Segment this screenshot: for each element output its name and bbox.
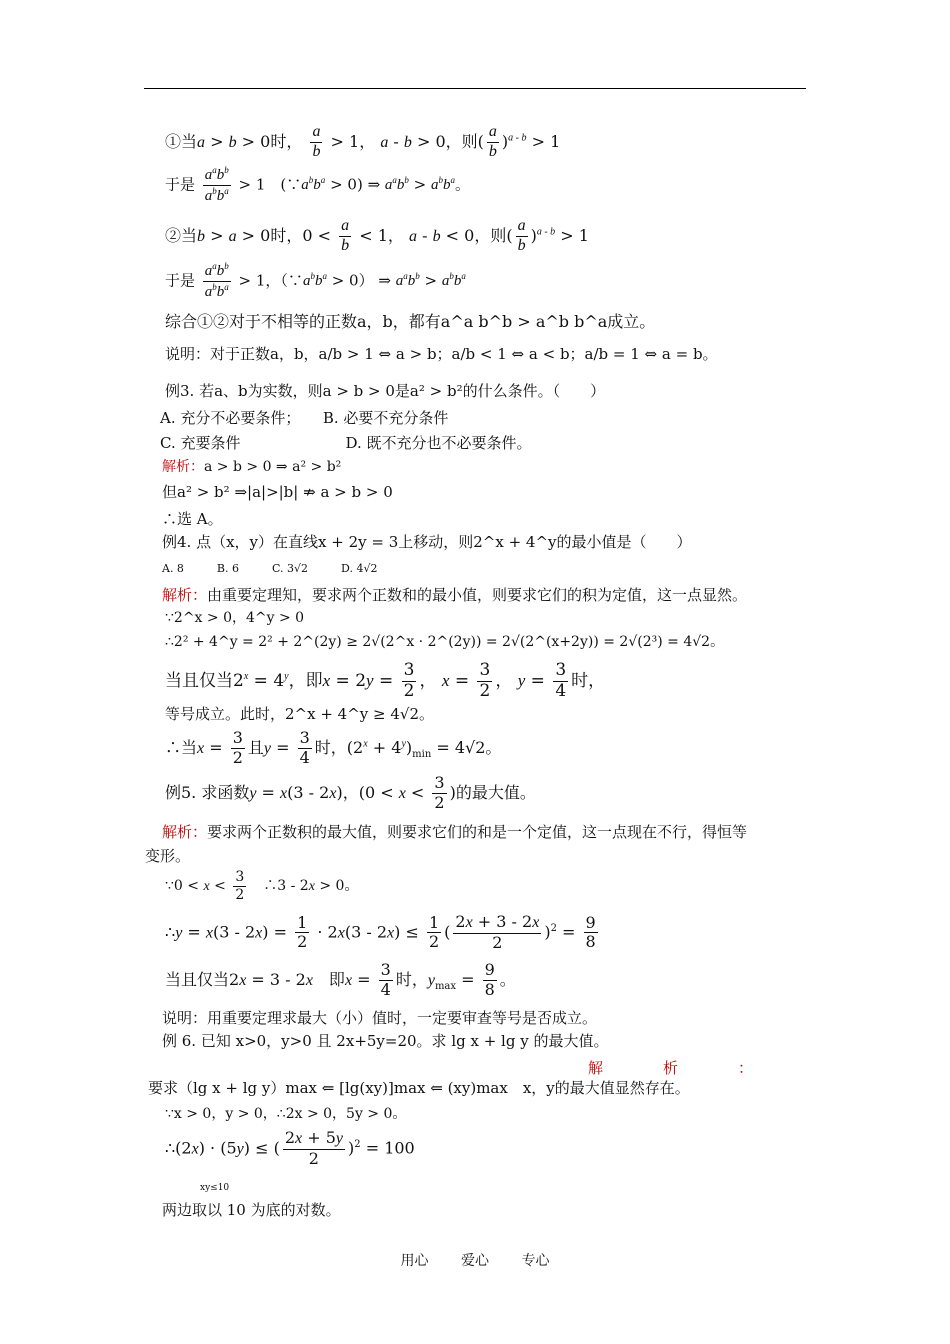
- example-3-title: 例3. 若a、b为实数，则a > b > 0是a² > b²的什么条件。（ ）: [165, 382, 606, 400]
- text-line: 于是 $\frac{a^ab^b}{a^bb^a}$ > 1 $(\because a^bb^a > 0)$ ⇒ $a^ab^b > a^bb^a$。: [165, 165, 471, 204]
- text-line: ∴2² + 4^y = 2² + 2^(2y) ≥ 2√(2^x · 2^(2y)) = 2√(2^(x+2y)) = 2√(2³) = 4√2。: [165, 634, 725, 650]
- option-line: A. 充分不必要条件； B. 必要不充分条件: [160, 409, 449, 427]
- text-line: 当且仅当2x = 3 - 2x 即x = $\frac{3}{4}$ 时，$y_{max}$ = $\frac{9}{8}$ 。: [165, 960, 516, 999]
- text-line: xy≤10: [200, 1183, 230, 1193]
- example-4-title: 例4. 点（x，y）在直线x + 2y = 3上移动，则2^x + 4^y的最小值是（ ）: [162, 533, 692, 551]
- option-line: C. 充要条件 D. 既不充分也不必要条件。: [160, 434, 532, 452]
- header-rule: [144, 88, 806, 89]
- text-line: ∴(2x) · (5y) ≤ ( $\frac{2x + 5y}{2}$ )$^2$ = 100: [165, 1128, 415, 1168]
- text-line: 说明：用重要定理求最大（小）值时，一定要审查等号是否成立。: [162, 1009, 598, 1027]
- text-line: 当且仅当$2^x = 4^y$，即x = 2y = $\frac{3}{2}$ ， x = $\frac{3}{2}$ ， y = $\frac{3}{4}$ 时，: [165, 660, 606, 701]
- analysis-line: 解析：a > b > 0 ⇒ a² > b²: [162, 459, 342, 475]
- text-line: ①当a > b > 0时， $\frac{a}{b}$ > 1， a - b > 0，则( $\frac{a}{b}$ )$^{a - b}$ > 1: [165, 123, 561, 160]
- option-line: A. 8 B. 6 C. 3√2 D. 4√2: [162, 562, 378, 575]
- text-line: ∵2^x > 0，4^y > 0: [165, 610, 305, 626]
- footer-item: 用心: [400, 1253, 429, 1269]
- example-6-title: 例 6. 已知 x>0，y>0 且 2x+5y=20。求 lg x + lg y 的最大值。: [162, 1032, 609, 1050]
- analysis-label: 解析：: [162, 459, 204, 475]
- analysis-line: 解析：要求两个正数积的最大值，则要求它们的和是一个定值，这一点现在不行，得恒等: [162, 823, 748, 841]
- text-line: 综合①②对于不相等的正数a，b，都有a^a b^b > a^b b^a成立。: [165, 312, 656, 331]
- footer: [0, 1250, 950, 1270]
- text-line: ∴选 A。: [162, 510, 223, 528]
- analysis-label: 解 析 ：: [588, 1059, 754, 1077]
- text-line: 两边取以 10 为底的对数。: [162, 1201, 341, 1219]
- text-line: 于是 $\frac{a^ab^b}{a^bb^a}$ > 1，$(\because a^bb^a > 0)$ ⇒ $a^ab^b > a^bb^a$: [165, 261, 466, 300]
- text-line: ②当b > a > 0时，0 < $\frac{a}{b}$ < 1， a - b < 0，则( $\frac{a}{b}$ )$^{a - b}$ > 1: [165, 217, 589, 254]
- text-line: ∵x > 0，y > 0，∴2x > 0，5y > 0。: [165, 1106, 407, 1122]
- analysis-label: 解析：: [162, 586, 208, 604]
- footer-item: 爱心: [461, 1253, 489, 1269]
- text-line: ∴y = x(3 - 2x) = $\frac{1}{2}$ · 2x(3 - 2x) ≤ $\frac{1}{2}$ ( $\frac{2x + 3 - 2x}{2}$ )$^2$ = $\frac{9}{8}$: [165, 912, 596, 952]
- analysis-label: 解析：: [162, 823, 208, 841]
- example-5-title: 例5. 求函数y = x(3 - 2x)，(0 < x < $\frac{3}{2}$ )的最大值。: [165, 773, 536, 812]
- footer-item: 专心: [521, 1253, 550, 1269]
- text-line: 等号成立。此时，2^x + 4^y ≥ 4√2。: [165, 705, 435, 723]
- text-line: 要求（lg x + lg y）max ⇐ [lg(xy)]max ⇐ (xy)max x，y的最大值显然存在。: [148, 1079, 690, 1097]
- text-line: 变形。: [145, 847, 191, 865]
- text-line: ∴当x = $\frac{3}{2}$ 且y = $\frac{3}{4}$ 时，$(2^x + 4^y)_{min} = 4√2$。: [165, 728, 502, 767]
- text-line: ∵0 < x < $\frac{3}{2}$ ∴3 - 2x > 0。: [165, 869, 359, 903]
- analysis-line: 解析：由重要定理知，要求两个正数和的最小值，则要求它们的积为定值，这一点显然。: [162, 586, 748, 604]
- text-line: 但a² > b² ⇒|a|>|b| ⇏ a > b > 0: [162, 483, 393, 501]
- text-line: 说明：对于正数a，b，a/b > 1 ⇔ a > b；a/b < 1 ⇔ a < b；a/b = 1 ⇔ a = b。: [165, 345, 718, 363]
